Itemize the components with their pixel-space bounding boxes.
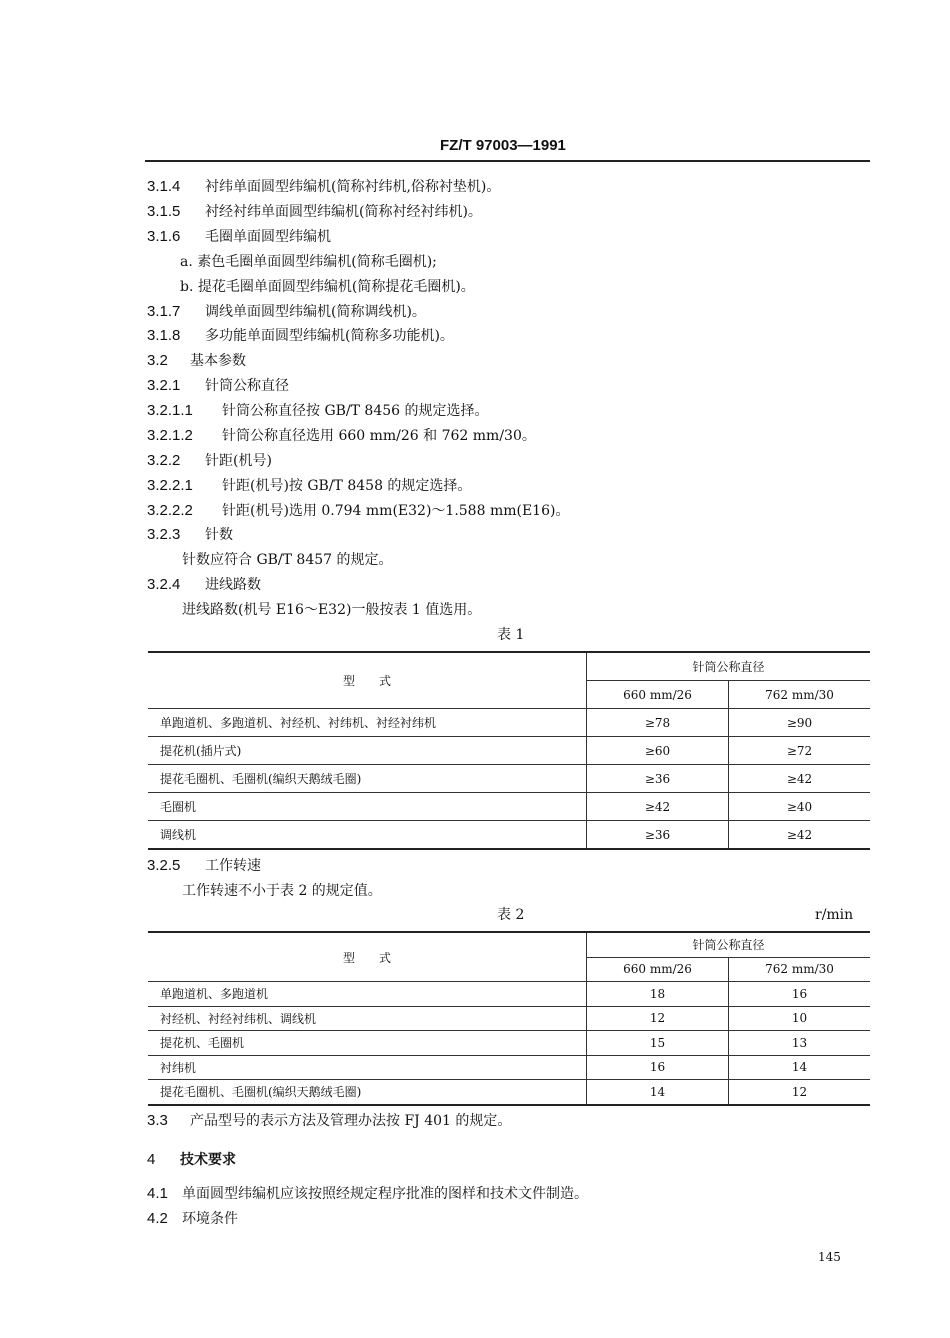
section-text: 基本参数 (190, 353, 246, 369)
table-cell-type: 毛圈机 (148, 793, 587, 821)
table2 (148, 931, 870, 1106)
table-cell-v1: 16 (587, 1055, 729, 1080)
section-text: 进线路数(机号 E16～E32)一般按表 1 值选用。 (182, 602, 482, 618)
table1-col-660: 660 mm/26 (587, 681, 729, 709)
section-text: 针数 (205, 527, 233, 543)
section-number: 3.2.2.2 (147, 502, 193, 519)
table-row (148, 1031, 870, 1056)
section-text: 调线单面圆型纬编机(简称调线机)。 (205, 304, 426, 320)
table-cell-type: 提花机(插片式) (148, 737, 587, 765)
table1-col-type: 型 式 (148, 652, 587, 709)
section-text: 针距(机号) (205, 453, 272, 469)
table2-col-762: 762 mm/30 (729, 957, 871, 982)
table-cell-v1: ≥78 (587, 709, 729, 737)
table-cell-v1: 18 (587, 982, 729, 1007)
section-text: 衬纬单面圆型纬编机(简称衬纬机,俗称衬垫机)。 (205, 179, 501, 195)
section-number: 3.2.2 (147, 452, 181, 469)
section-number: 3.3 (147, 1112, 168, 1129)
section-text: b. 提花毛圈单面圆型纬编机(简称提花毛圈机)。 (180, 279, 475, 295)
section-number: 3.2 (147, 352, 168, 369)
section-text: 针筒公称直径按 GB/T 8456 的规定选择。 (222, 403, 489, 419)
section-number: 3.2.2.1 (147, 477, 193, 494)
table-cell-v1: 15 (587, 1031, 729, 1056)
table1-caption: 表 1 (497, 627, 525, 643)
table2-col-group: 针筒公称直径 (587, 932, 871, 957)
header-rule (145, 160, 870, 162)
table-cell-v2: 14 (729, 1055, 871, 1080)
table-row (148, 821, 870, 850)
section-text: 多功能单面圆型纬编机(简称多功能机)。 (205, 328, 454, 344)
table-cell-type: 提花机、毛圈机 (148, 1031, 587, 1056)
table-cell-type: 衬经机、衬经衬纬机、调线机 (148, 1006, 587, 1031)
page-number: 145 (818, 1250, 841, 1264)
section-number: 3.2.1.2 (147, 427, 193, 444)
section-number: 3.1.6 (147, 228, 181, 245)
section-text: 毛圈单面圆型纬编机 (205, 229, 331, 245)
table-row (148, 1055, 870, 1080)
table-cell-v1: ≥60 (587, 737, 729, 765)
section-text: 工作转速不小于表 2 的规定值。 (182, 883, 382, 899)
table2-caption: 表 2 (497, 907, 525, 923)
section-text: 单面圆型纬编机应该按照经规定程序批准的图样和技术文件制造。 (182, 1186, 588, 1202)
table1-col-group: 针筒公称直径 (587, 652, 871, 681)
table-cell-v2: ≥72 (729, 737, 871, 765)
table-cell-type: 提花毛圈机、毛圈机(编织天鹅绒毛圈) (148, 1080, 587, 1105)
table-row (148, 1006, 870, 1031)
table-cell-v2: ≥42 (729, 821, 871, 850)
section-text: 针筒公称直径选用 660 mm/26 和 762 mm/30。 (222, 428, 536, 444)
table1-col-762: 762 mm/30 (729, 681, 871, 709)
section-text: 环境条件 (182, 1211, 238, 1227)
section-text: 工作转速 (205, 858, 261, 874)
table-cell-v2: 10 (729, 1006, 871, 1031)
section-text: 技术要求 (180, 1152, 236, 1168)
section-text: a. 素色毛圈单面圆型纬编机(简称毛圈机); (180, 254, 437, 270)
table-row (148, 793, 870, 821)
section-number: 3.1.8 (147, 327, 181, 344)
section-number: 3.1.4 (147, 178, 181, 195)
section-text: 针数应符合 GB/T 8457 的规定。 (182, 552, 393, 568)
table-cell-type: 提花毛圈机、毛圈机(编织天鹅绒毛圈) (148, 765, 587, 793)
table-row (148, 1080, 870, 1105)
section-number: 3.1.7 (147, 303, 181, 320)
section-number: 3.2.1 (147, 377, 181, 394)
table-cell-v1: ≥36 (587, 765, 729, 793)
section-text: 针筒公称直径 (205, 378, 289, 394)
section-number: 4 (147, 1151, 156, 1168)
table2-col-660: 660 mm/26 (587, 957, 729, 982)
table-cell-v1: 12 (587, 1006, 729, 1031)
table-cell-type: 衬纬机 (148, 1055, 587, 1080)
standard-code-header: FZ/T 97003—1991 (440, 137, 566, 154)
section-text: 进线路数 (205, 577, 261, 593)
table-cell-type: 单跑道机、多跑道机 (148, 982, 587, 1007)
table1 (148, 651, 870, 850)
table-cell-v2: 12 (729, 1080, 871, 1105)
section-text: 针距(机号)按 GB/T 8458 的规定选择。 (222, 478, 472, 494)
section-number: 3.1.5 (147, 203, 181, 220)
section-number: 4.1 (147, 1185, 168, 1202)
table-row (148, 982, 870, 1007)
table-cell-v1: 14 (587, 1080, 729, 1105)
section-text: 产品型号的表示方法及管理办法按 FJ 401 的规定。 (190, 1113, 512, 1129)
section-number: 3.2.1.1 (147, 402, 193, 419)
table-cell-v2: 13 (729, 1031, 871, 1056)
section-number: 3.2.4 (147, 576, 181, 593)
section-text: 衬经衬纬单面圆型纬编机(简称衬经衬纬机)。 (205, 204, 482, 220)
table-cell-v2: ≥40 (729, 793, 871, 821)
table-row (148, 709, 870, 737)
section-number: 3.2.5 (147, 857, 181, 874)
section-text: 针距(机号)选用 0.794 mm(E32)～1.588 mm(E16)。 (222, 503, 570, 519)
table-cell-type: 单跑道机、多跑道机、衬经机、衬纬机、衬经衬纬机 (148, 709, 587, 737)
table-cell-type: 调线机 (148, 821, 587, 850)
table2-unit: r/min (815, 907, 854, 923)
table-cell-v2: ≥42 (729, 765, 871, 793)
table-cell-v1: ≥42 (587, 793, 729, 821)
table-cell-v1: ≥36 (587, 821, 729, 850)
section-number: 3.2.3 (147, 526, 181, 543)
table-row (148, 765, 870, 793)
table-row (148, 737, 870, 765)
table-cell-v2: ≥90 (729, 709, 871, 737)
table2-col-type: 型 式 (148, 932, 587, 982)
table-cell-v2: 16 (729, 982, 871, 1007)
section-number: 4.2 (147, 1210, 168, 1227)
